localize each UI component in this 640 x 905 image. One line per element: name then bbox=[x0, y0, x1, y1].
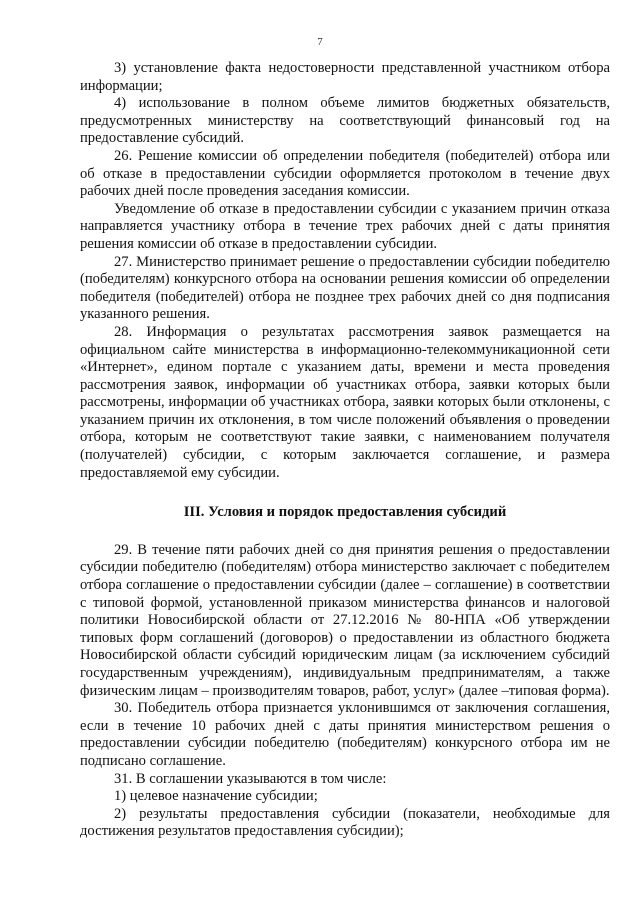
paragraph: 29. В течение пяти рабочих дней со дня принятия решения о предоставлении субсидии победителю (победителям) отбора министерство заключает с победителем отбора соглашение о предоставлении субсидии (далее – соглашение) в соответствии с типовой формой, установленной приказом министерства финансов и налоговой политики Новосибирской области от 27.12.2016 № 80-НПА «Об утверждении типовых форм соглашений (договоров) о предоставлении из областного бюджета Новосибирской области субсидий юридическим лицам (за исключением субсидий государственным учреждениям), индивидуальным предпринимателям, а также физическим лицам – производителям товаров, работ, услуг» (далее –типовая форма). bbox=[80, 541, 610, 699]
paragraph: 3) установление факта недостоверности представленной участником отбора информации; bbox=[80, 60, 610, 94]
paragraph: 2) результаты предоставления субсидии (показатели, необходимые для достижения результатов предоставления субсидии); bbox=[80, 805, 610, 840]
paragraph: Уведомление об отказе в предоставлении субсидии с указанием причин отказа направляется участнику отбора в течение трех рабочих дней с даты принятия решения комиссии об отказе в предоставлении субсидии. bbox=[80, 200, 610, 252]
paragraph: 27. Министерство принимает решение о предоставлении субсидии победителю (победителям) конкурсного отбора на основании решения комиссии об определении победителя (победителей) отбора не позднее трех рабочих дней со дня подписания указанного решения. bbox=[80, 253, 610, 323]
paragraph: 31. В соглашении указываются в том числе: bbox=[114, 770, 387, 787]
section-heading: III. Условия и порядок предоставления субсидий bbox=[183, 504, 507, 521]
paragraph: 4) использование в полном объеме лимитов бюджетных обязательств, предусмотренных министерству на соответствующий финансовый год на предоставление субсидий. bbox=[80, 95, 610, 147]
page-number: 7 bbox=[317, 36, 323, 48]
paragraph: 26. Решение комиссии об определении победителя (победителей) отбора или об отказе в предоставлении субсидии оформляется протоколом в течение двух рабочих дней после проведения заседания комиссии. bbox=[80, 147, 610, 200]
document-body bbox=[80, 60, 610, 841]
paragraph: 1) целевое назначение субсидии; bbox=[114, 788, 318, 805]
paragraph: 28. Информация о результатах рассмотрения заявок размещается на официальном сайте министерства в информационно-телекоммуникационной сети «Интернет», едином портале с указанием даты, времени и места проведения рассмотрения заявок, информации об участниках отбора, заявки которых были рассмотрены, информации об участниках отбора, заявки которых были отклонены, с указанием причин их отклонения, в том числе положений объявления о проведении отбора, которым не соответствуют такие заявки, с наименованием получателя (получателей) субсидии, с которым заключается соглашение, и размера предоставляемой ему субсидии. bbox=[80, 323, 610, 481]
paragraph: 30. Победитель отбора признается уклонившимся от заключения соглашения, если в течение 10 рабочих дней с даты принятия министерством решения о предоставлении субсидии победителю (победителям) конкурсного отбора им не подписано соглашение. bbox=[80, 700, 610, 769]
